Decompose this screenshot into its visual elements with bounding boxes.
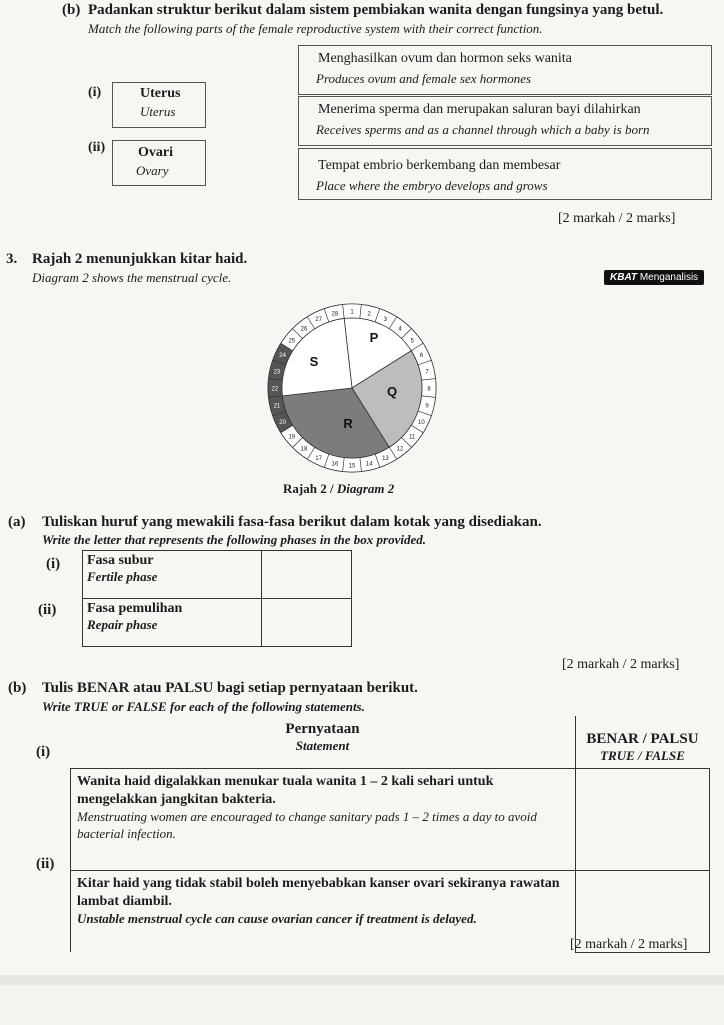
day-label: 22 (271, 386, 279, 393)
phase-label-S: S (309, 354, 319, 369)
day-label: 10 (418, 419, 425, 426)
phase-label-P: P (369, 330, 379, 345)
phase-label-Q: Q (386, 384, 398, 399)
phase-repair-answer-box[interactable] (262, 599, 352, 647)
q2b-number: (b) (62, 2, 81, 18)
structure-1-en: Uterus (140, 104, 176, 119)
phase-2-en: Repair phase (87, 617, 158, 632)
day-label: 11 (409, 434, 416, 441)
phase-2-ms: Fasa pemulihan (87, 601, 183, 616)
function-2-ms: Menerima sperma dan merupakan saluran bayi dilahirkan (318, 102, 641, 117)
q3b-instruction-en: Write TRUE or FALSE for each of the following statements. (42, 699, 365, 714)
structure-1-ms: Uterus (140, 86, 181, 101)
structure-2-ms: Ovari (138, 145, 173, 160)
caption-ms: Rajah 2 (283, 481, 327, 496)
structure-2-num: (ii) (88, 140, 106, 155)
header-tf-en: TRUE / FALSE (600, 748, 685, 763)
menstrual-cycle-diagram (262, 298, 442, 478)
day-label: 26 (300, 326, 308, 333)
diagram-caption: Rajah 2 / Diagram 2 (283, 481, 395, 496)
structure-2-en: Ovary (136, 163, 169, 178)
day-label: 27 (315, 317, 322, 324)
q3a-row1-num: (i) (46, 556, 61, 572)
day-label: 18 (300, 446, 308, 453)
q3-title-ms: Rajah 2 menunjukkan kitar haid. (32, 251, 248, 267)
function-2-en: Receives sperms and as a channel through which a baby is born (316, 122, 650, 137)
day-label: 3 (383, 317, 388, 324)
statement-table (70, 716, 710, 953)
q3b-row2-num: (ii) (36, 856, 55, 872)
day-label: 7 (425, 369, 429, 376)
header-statement-en: Statement (295, 738, 350, 753)
day-label: 24 (279, 353, 286, 360)
day-label: 13 (382, 455, 389, 462)
q2b-instruction-en: Match the following parts of the female reproductive system with their correct function. (88, 21, 543, 36)
structure-1-num: (i) (88, 85, 102, 100)
day-label: 17 (315, 455, 322, 462)
phase-fertile-answer-box[interactable] (262, 551, 352, 599)
q3-title-en: Diagram 2 shows the menstrual cycle. (32, 270, 232, 285)
statement-2-en: Unstable menstrual cycle can cause ovarian cancer if treatment is delayed. (77, 910, 477, 926)
phase-fertile-cell (83, 551, 262, 599)
day-label: 6 (419, 353, 424, 360)
day-label: 14 (365, 461, 373, 468)
kbat-badge (604, 270, 704, 285)
q2b-instruction-ms: Padankan struktur berikut dalam sistem pembiakan wanita dengan fungsinya yang betul. (88, 2, 664, 18)
statement-2-ms: Kitar haid yang tidak stabil boleh menyebabkan kanser ovari sekiranya rawatan lambat diambil. (77, 875, 560, 909)
function-1-ms: Menghasilkan ovum dan hormon seks wanita (318, 51, 572, 66)
q3a-number: (a) (8, 514, 26, 530)
function-1-en: Produces ovum and female sex hormones (316, 71, 532, 86)
caption-en: Diagram 2 (336, 481, 395, 496)
day-label: 28 (331, 311, 339, 318)
q3-number: 3. (6, 251, 18, 267)
day-label: 5 (410, 338, 414, 345)
phase-1-en: Fertile phase (87, 569, 158, 584)
day-label: 4 (398, 326, 402, 333)
day-label: 25 (288, 338, 296, 345)
statement-row-2 (71, 870, 576, 952)
phase-table (82, 550, 352, 647)
header-tf-ms: BENAR / PALSU (586, 731, 699, 747)
day-label: 16 (331, 461, 339, 468)
q3b-instruction-ms: Tulis BENAR atau PALSU bagi setiap pernyataan berikut. (42, 680, 418, 696)
q3b-number: (b) (8, 680, 27, 696)
day-label: 23 (273, 369, 281, 376)
q3b-row1-num: (i) (36, 744, 51, 760)
q3a-marks: [2 markah / 2 marks] (562, 657, 680, 672)
day-label: 1 (350, 309, 354, 316)
answer-header (575, 716, 710, 768)
statement-header (71, 716, 576, 768)
phase-repair-cell (83, 599, 262, 647)
q2b-marks: [2 markah / 2 marks] (558, 211, 676, 226)
day-label: 15 (348, 463, 356, 470)
day-label: 21 (273, 403, 281, 410)
phase-label-R: R (343, 416, 353, 431)
statement-1-ms: Wanita haid digalakkan menukar tuala wanita 1 – 2 kali sehari untuk mengelakkan jangkitan bakteria. (77, 773, 494, 807)
day-label: 19 (288, 434, 296, 441)
statement-row-1 (71, 768, 576, 870)
phase-1-ms: Fasa subur (87, 553, 154, 568)
q3a-instruction-ms: Tuliskan huruf yang mewakili fasa-fasa berikut dalam kotak yang disediakan. (42, 514, 542, 530)
header-statement-ms: Pernyataan (285, 721, 360, 737)
kbat-label: KBAT (610, 272, 638, 283)
day-label: 12 (396, 446, 404, 453)
q3a-instruction-en: Write the letter that represents the following phases in the box provided. (42, 532, 426, 547)
day-label: 8 (427, 386, 431, 393)
q3a-row2-num: (ii) (38, 602, 57, 618)
day-label: 9 (425, 403, 429, 410)
day-label: 2 (367, 311, 371, 318)
day-label: 20 (279, 419, 286, 426)
q3b-marks: [2 markah / 2 marks] (570, 937, 688, 952)
kbat-text: Menganalisis (639, 272, 699, 283)
statement-1-en: Menstruating women are encouraged to change sanitary pads 1 – 2 times a day to avoid bacterial infection. (77, 808, 537, 841)
function-3-en: Place where the embryo develops and grows (316, 178, 548, 193)
function-3-ms: Tempat embrio berkembang dan membesar (318, 158, 561, 173)
next-page (0, 985, 724, 1025)
answer-box-1[interactable] (575, 768, 710, 870)
